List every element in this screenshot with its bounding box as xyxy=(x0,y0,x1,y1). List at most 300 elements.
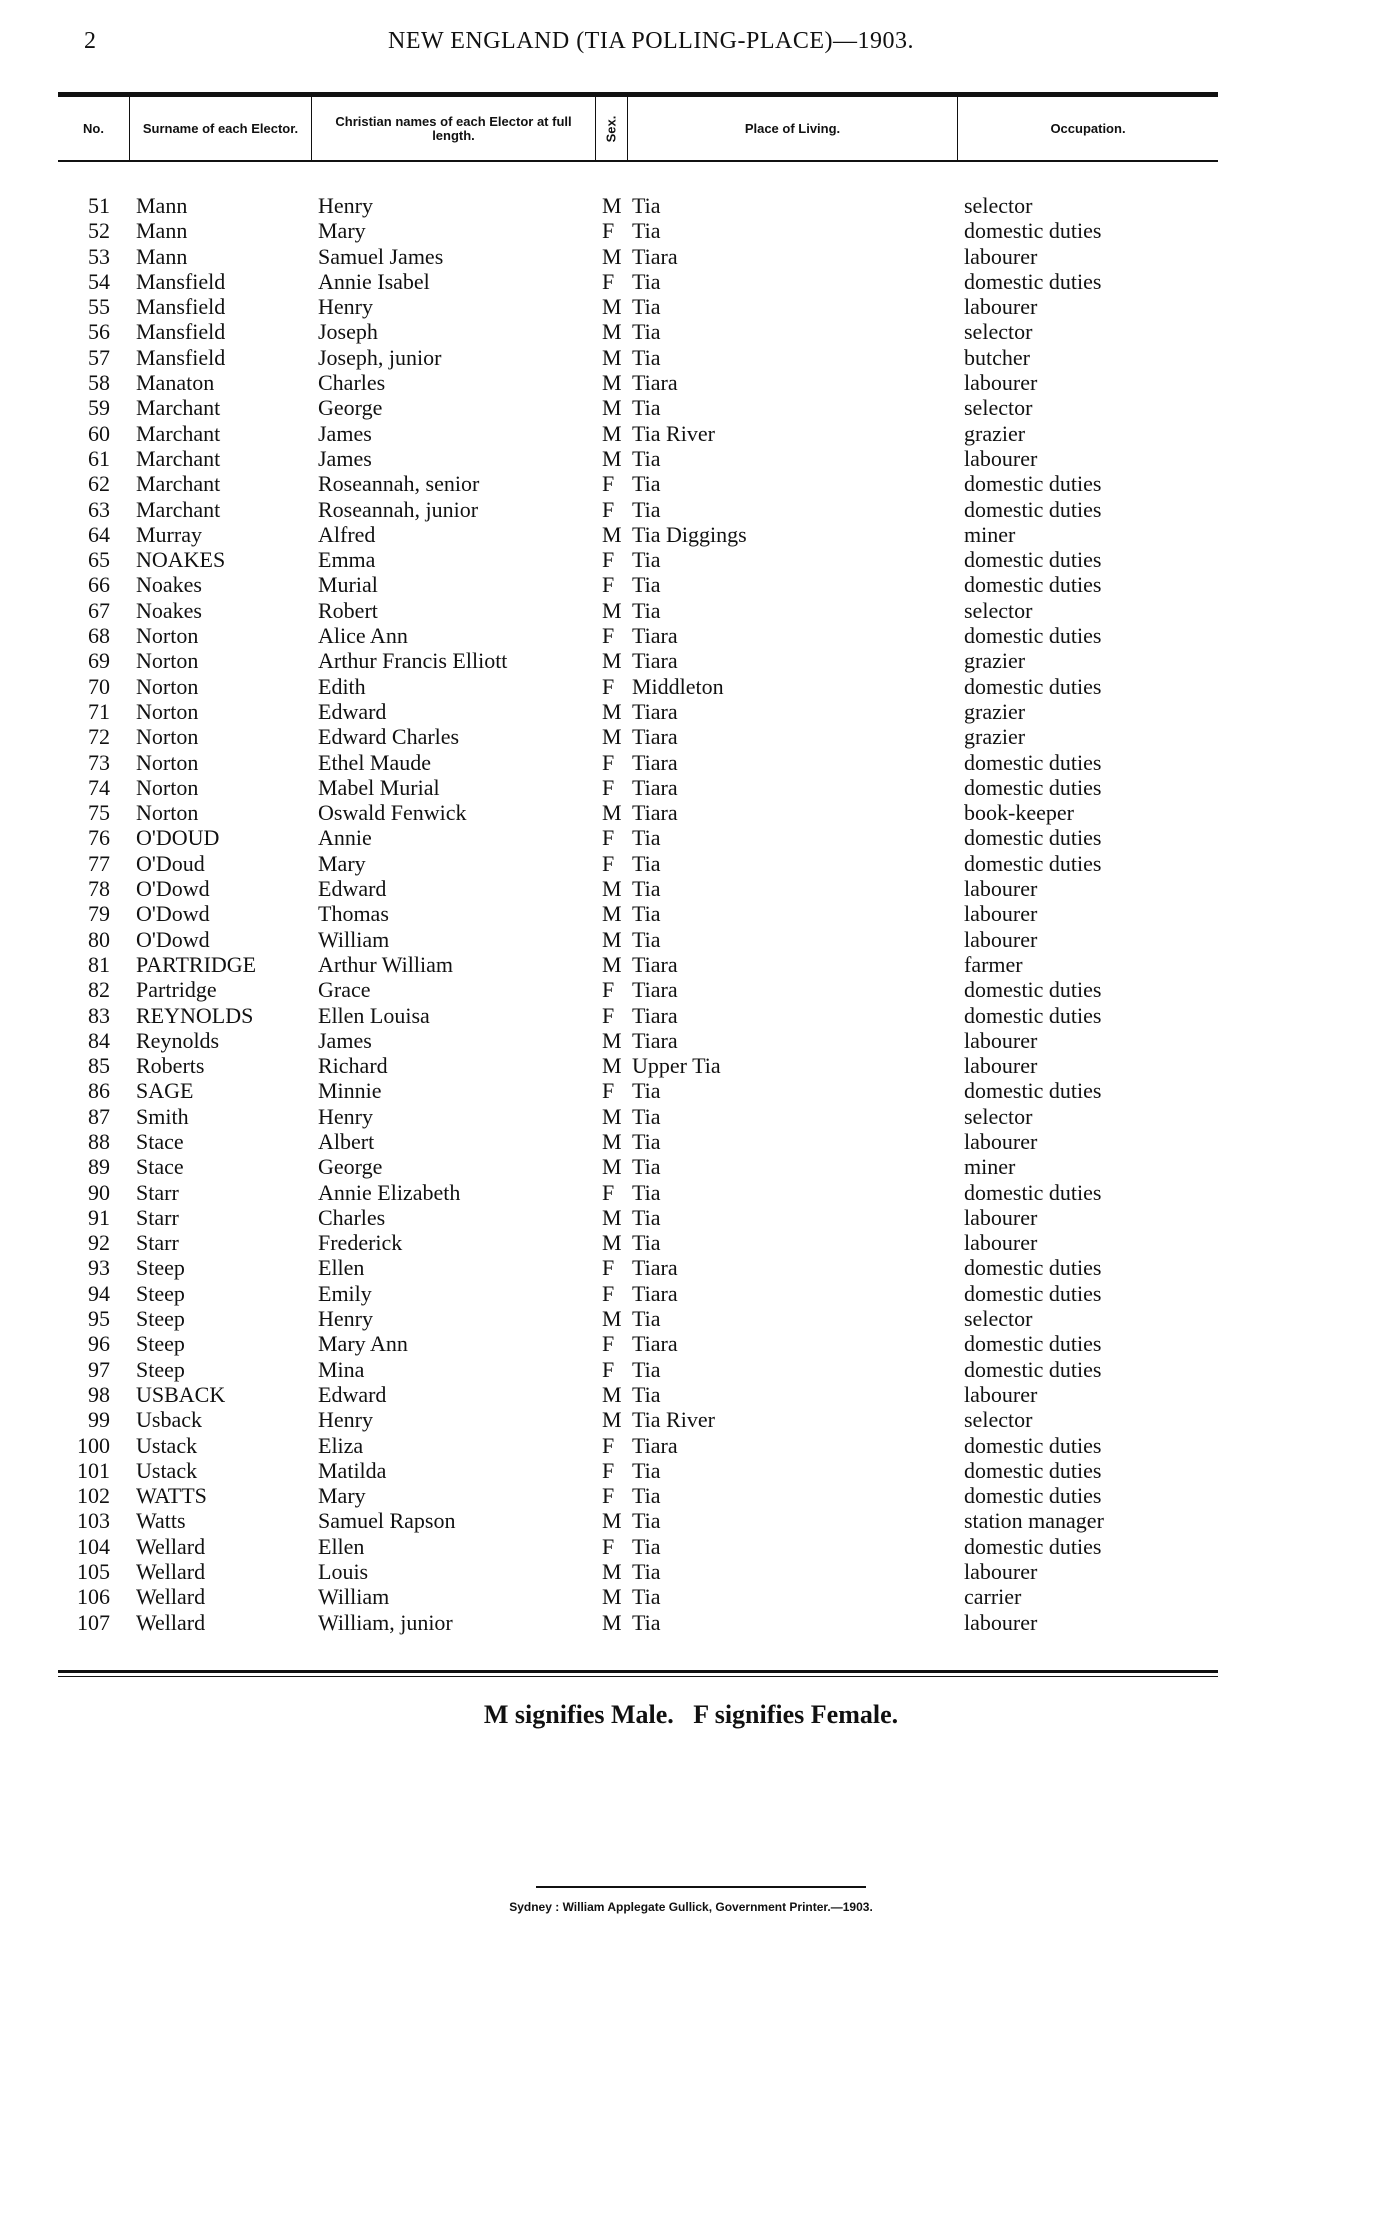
elector-christian-names: Edith xyxy=(318,673,366,699)
elector-surname: Steep xyxy=(136,1306,185,1332)
elector-occupation: labourer xyxy=(964,370,1038,396)
elector-christian-names: Mabel Murial xyxy=(318,774,440,800)
elector-number: 63 xyxy=(88,496,110,522)
elector-sex: M xyxy=(602,1609,622,1635)
header-sex-label: Sex. xyxy=(603,115,619,142)
elector-number: 57 xyxy=(88,344,110,370)
elector-place: Tia xyxy=(632,876,661,902)
elector-place: Tia xyxy=(632,1103,661,1129)
elector-sex: F xyxy=(602,471,615,497)
elector-sex: M xyxy=(602,1128,622,1154)
elector-sex: M xyxy=(602,395,622,421)
elector-sex: M xyxy=(602,1381,622,1407)
elector-place: Tia xyxy=(632,1483,661,1509)
elector-surname: WATTS xyxy=(136,1483,207,1509)
elector-place: Tia xyxy=(632,850,661,876)
elector-place: Tia xyxy=(632,825,661,851)
elector-surname: Starr xyxy=(136,1179,179,1205)
elector-number: 101 xyxy=(77,1457,110,1483)
table-row xyxy=(0,927,1382,952)
elector-place: Tia River xyxy=(632,1407,715,1433)
elector-surname: Mansfield xyxy=(136,294,226,320)
elector-surname: Reynolds xyxy=(136,1027,220,1053)
elector-sex: F xyxy=(602,1533,615,1559)
elector-christian-names: William, junior xyxy=(318,1609,453,1635)
elector-number: 103 xyxy=(77,1508,110,1534)
elector-christian-names: Mary Ann xyxy=(318,1331,408,1357)
elector-place: Tia xyxy=(632,597,661,623)
table-row xyxy=(0,1331,1382,1356)
elector-sex: F xyxy=(602,749,615,775)
elector-number: 82 xyxy=(88,977,110,1003)
elector-sex: M xyxy=(602,1407,622,1433)
elector-surname: Steep xyxy=(136,1280,185,1306)
table-row xyxy=(0,1382,1382,1407)
elector-surname: Manaton xyxy=(136,370,215,396)
table-row xyxy=(0,572,1382,597)
elector-occupation: labourer xyxy=(964,1053,1038,1079)
elector-surname: Steep xyxy=(136,1356,185,1382)
elector-surname: Steep xyxy=(136,1331,185,1357)
elector-occupation: labourer xyxy=(964,1230,1038,1256)
elector-sex: M xyxy=(602,521,622,547)
elector-occupation: grazier xyxy=(964,648,1026,674)
elector-christian-names: Joseph xyxy=(318,319,378,345)
elector-surname: Usback xyxy=(136,1407,202,1433)
elector-occupation: book-keeper xyxy=(964,800,1074,826)
elector-sex: F xyxy=(602,268,615,294)
table-row xyxy=(0,522,1382,547)
elector-surname: Norton xyxy=(136,623,199,649)
elector-place: Tia xyxy=(632,926,661,952)
elector-surname: Norton xyxy=(136,774,199,800)
table-row xyxy=(0,294,1382,319)
table-row xyxy=(0,1104,1382,1129)
elector-number: 75 xyxy=(88,800,110,826)
elector-occupation: domestic duties xyxy=(964,1356,1102,1382)
table-row xyxy=(0,1610,1382,1635)
elector-place: Tia xyxy=(632,1204,661,1230)
elector-occupation: station manager xyxy=(964,1508,1104,1534)
elector-number: 51 xyxy=(88,193,110,218)
elector-surname: Steep xyxy=(136,1255,185,1281)
elector-number: 66 xyxy=(88,572,110,598)
elector-occupation: labourer xyxy=(964,1027,1038,1053)
elector-christian-names: Richard xyxy=(318,1053,388,1079)
elector-number: 105 xyxy=(77,1559,110,1585)
elector-place: Tiara xyxy=(632,774,678,800)
elector-surname: Norton xyxy=(136,673,199,699)
table-row xyxy=(0,547,1382,572)
elector-christian-names: Arthur Francis Elliott xyxy=(318,648,508,674)
elector-christian-names: George xyxy=(318,395,383,421)
table-header xyxy=(58,97,1218,160)
elector-sex: M xyxy=(602,1103,622,1129)
table-row xyxy=(0,1458,1382,1483)
elector-place: Tiara xyxy=(632,951,678,977)
elector-number: 97 xyxy=(88,1356,110,1382)
elector-place: Tia xyxy=(632,496,661,522)
elector-place: Tia xyxy=(632,1609,661,1635)
elector-sex: M xyxy=(602,951,622,977)
elector-surname: USBACK xyxy=(136,1381,226,1407)
elector-sex: M xyxy=(602,1306,622,1332)
elector-occupation: domestic duties xyxy=(964,471,1102,497)
elector-sex: F xyxy=(602,825,615,851)
elector-sex: M xyxy=(602,370,622,396)
elector-sex: F xyxy=(602,1179,615,1205)
footer-rule xyxy=(58,1670,1218,1673)
elector-place: Tia xyxy=(632,319,661,345)
elector-occupation: domestic duties xyxy=(964,496,1102,522)
elector-number: 80 xyxy=(88,926,110,952)
header-sex xyxy=(596,97,628,160)
elector-occupation: labourer xyxy=(964,243,1038,269)
elector-occupation: domestic duties xyxy=(964,1002,1102,1028)
elector-christian-names: Robert xyxy=(318,597,378,623)
table-row xyxy=(0,218,1382,243)
elector-occupation: grazier xyxy=(964,698,1026,724)
elector-place: Tia xyxy=(632,445,661,471)
printer-imprint: Sydney : William Applegate Gullick, Government Printer.—1903. xyxy=(509,1900,873,1914)
header-place: Place of Living. xyxy=(628,97,958,160)
elector-number: 104 xyxy=(77,1533,110,1559)
elector-sex: M xyxy=(602,319,622,345)
elector-christian-names: Albert xyxy=(318,1128,375,1154)
elector-occupation: domestic duties xyxy=(964,268,1102,294)
elector-christian-names: Emily xyxy=(318,1280,372,1306)
elector-christian-names: Mary xyxy=(318,1483,366,1509)
elector-sex: F xyxy=(602,218,615,244)
elector-place: Tia Diggings xyxy=(632,521,747,547)
elector-christian-names: Mary xyxy=(318,218,366,244)
elector-number: 79 xyxy=(88,901,110,927)
elector-number: 86 xyxy=(88,1078,110,1104)
elector-place: Tia xyxy=(632,1078,661,1104)
table-row xyxy=(0,319,1382,344)
elector-number: 77 xyxy=(88,850,110,876)
elector-surname: Noakes xyxy=(136,572,202,598)
elector-surname: Noakes xyxy=(136,597,202,623)
elector-sex: F xyxy=(602,774,615,800)
elector-surname: O'Dowd xyxy=(136,876,210,902)
elector-occupation: domestic duties xyxy=(964,1432,1102,1458)
table-row xyxy=(0,497,1382,522)
elector-surname: Starr xyxy=(136,1204,179,1230)
elector-number: 78 xyxy=(88,876,110,902)
table-row xyxy=(0,750,1382,775)
elector-christian-names: Alice Ann xyxy=(318,623,408,649)
elector-sex: F xyxy=(602,977,615,1003)
elector-number: 84 xyxy=(88,1027,110,1053)
elector-number: 87 xyxy=(88,1103,110,1129)
elector-occupation: domestic duties xyxy=(964,850,1102,876)
elector-place: Tia xyxy=(632,547,661,573)
elector-place: Tia xyxy=(632,193,661,218)
elector-occupation: grazier xyxy=(964,420,1026,446)
elector-place: Tiara xyxy=(632,1002,678,1028)
elector-sex: F xyxy=(602,1331,615,1357)
table-row xyxy=(0,623,1382,648)
elector-christian-names: Henry xyxy=(318,294,373,320)
elector-sex: M xyxy=(602,1508,622,1534)
elector-sex: M xyxy=(602,800,622,826)
elector-christian-names: Roseannah, junior xyxy=(318,496,479,522)
elector-place: Tia xyxy=(632,1533,661,1559)
elector-occupation: labourer xyxy=(964,294,1038,320)
elector-sex: M xyxy=(602,1204,622,1230)
table-row xyxy=(0,1255,1382,1280)
elector-surname: PARTRIDGE xyxy=(136,951,257,977)
elector-number: 81 xyxy=(88,951,110,977)
table-row xyxy=(0,1028,1382,1053)
elector-christian-names: Samuel Rapson xyxy=(318,1508,456,1534)
elector-christian-names: George xyxy=(318,1154,383,1180)
table-row xyxy=(0,244,1382,269)
page-title: NEW ENGLAND (TIA POLLING-PLACE)—1903. xyxy=(388,28,914,54)
elector-number: 52 xyxy=(88,218,110,244)
elector-occupation: butcher xyxy=(964,344,1030,370)
elector-sex: F xyxy=(602,572,615,598)
elector-christian-names: James xyxy=(318,1027,372,1053)
elector-occupation: domestic duties xyxy=(964,673,1102,699)
table-row xyxy=(0,395,1382,420)
elector-sex: F xyxy=(602,1356,615,1382)
elector-number: 95 xyxy=(88,1306,110,1332)
elector-surname: Marchant xyxy=(136,471,221,497)
elector-surname: O'Dowd xyxy=(136,926,210,952)
elector-number: 59 xyxy=(88,395,110,421)
elector-number: 56 xyxy=(88,319,110,345)
elector-sex: F xyxy=(602,1280,615,1306)
table-row xyxy=(0,1154,1382,1179)
elector-occupation: domestic duties xyxy=(964,1533,1102,1559)
elector-christian-names: Matilda xyxy=(318,1457,387,1483)
elector-surname: Mann xyxy=(136,193,188,218)
elector-occupation: domestic duties xyxy=(964,547,1102,573)
elector-number: 58 xyxy=(88,370,110,396)
elector-number: 61 xyxy=(88,445,110,471)
elector-christian-names: Annie Elizabeth xyxy=(318,1179,461,1205)
elector-surname: Roberts xyxy=(136,1053,205,1079)
elector-sex: M xyxy=(602,698,622,724)
elector-surname: Marchant xyxy=(136,420,221,446)
elector-occupation: miner xyxy=(964,1154,1016,1180)
elector-surname: Wellard xyxy=(136,1533,206,1559)
elector-sex: M xyxy=(602,1027,622,1053)
elector-sex: M xyxy=(602,193,622,218)
elector-place: Tiara xyxy=(632,1027,678,1053)
elector-sex: M xyxy=(602,926,622,952)
table-row xyxy=(0,775,1382,800)
elector-christian-names: Henry xyxy=(318,1306,373,1332)
elector-occupation: selector xyxy=(964,597,1033,623)
elector-christian-names: Charles xyxy=(318,1204,386,1230)
elector-number: 64 xyxy=(88,521,110,547)
elector-sex: F xyxy=(602,496,615,522)
elector-occupation: selector xyxy=(964,395,1033,421)
elector-sex: M xyxy=(602,1230,622,1256)
elector-occupation: domestic duties xyxy=(964,623,1102,649)
table-row xyxy=(0,1230,1382,1255)
elector-number: 92 xyxy=(88,1230,110,1256)
elector-occupation: labourer xyxy=(964,1128,1038,1154)
elector-number: 88 xyxy=(88,1128,110,1154)
elector-surname: Norton xyxy=(136,724,199,750)
elector-christian-names: Louis xyxy=(318,1559,369,1585)
elector-place: Tia xyxy=(632,471,661,497)
elector-place: Tiara xyxy=(632,370,678,396)
sex-legend: M signifies Male. F signifies Female. xyxy=(483,1700,899,1729)
elector-sex: M xyxy=(602,1053,622,1079)
elector-christian-names: Charles xyxy=(318,370,386,396)
elector-surname: Mann xyxy=(136,243,188,269)
elector-number: 91 xyxy=(88,1204,110,1230)
elector-occupation: domestic duties xyxy=(964,1331,1102,1357)
elector-place: Tia xyxy=(632,294,661,320)
elector-christian-names: Ethel Maude xyxy=(318,749,432,775)
elector-christian-names: Thomas xyxy=(318,901,389,927)
elector-sex: F xyxy=(602,1255,615,1281)
elector-occupation: carrier xyxy=(964,1584,1022,1610)
elector-christian-names: Henry xyxy=(318,1103,373,1129)
elector-place: Tia River xyxy=(632,420,715,446)
elector-occupation: labourer xyxy=(964,1559,1038,1585)
elector-surname: Wellard xyxy=(136,1559,206,1585)
elector-number: 76 xyxy=(88,825,110,851)
elector-sex: M xyxy=(602,724,622,750)
elector-place: Tia xyxy=(632,572,661,598)
elector-occupation: domestic duties xyxy=(964,977,1102,1003)
elector-sex: M xyxy=(602,1559,622,1585)
elector-occupation: labourer xyxy=(964,1609,1038,1635)
elector-christian-names: Henry xyxy=(318,1407,373,1433)
elector-surname: Ustack xyxy=(136,1457,198,1483)
elector-surname: Wellard xyxy=(136,1609,206,1635)
elector-christian-names: Edward xyxy=(318,876,387,902)
elector-surname: Starr xyxy=(136,1230,179,1256)
elector-christian-names: William xyxy=(318,1584,390,1610)
elector-number: 54 xyxy=(88,268,110,294)
header-surname: Surname of each Elector. xyxy=(130,97,312,160)
elector-occupation: domestic duties xyxy=(964,1457,1102,1483)
elector-place: Tia xyxy=(632,395,661,421)
table-row xyxy=(0,977,1382,1002)
elector-occupation: farmer xyxy=(964,951,1023,977)
elector-number: 98 xyxy=(88,1381,110,1407)
elector-occupation: labourer xyxy=(964,876,1038,902)
elector-place: Tia xyxy=(632,1128,661,1154)
elector-surname: Stace xyxy=(136,1128,184,1154)
elector-sex: F xyxy=(602,623,615,649)
elector-number: 73 xyxy=(88,749,110,775)
elector-sex: M xyxy=(602,445,622,471)
elector-surname: SAGE xyxy=(136,1078,194,1104)
header-occupation: Occupation. xyxy=(1050,120,1126,136)
table-row xyxy=(0,1129,1382,1154)
elector-surname: Norton xyxy=(136,749,199,775)
table-row xyxy=(0,1534,1382,1559)
elector-place: Tia xyxy=(632,1306,661,1332)
elector-number: 68 xyxy=(88,623,110,649)
elector-surname: Smith xyxy=(136,1103,189,1129)
elector-number: 69 xyxy=(88,648,110,674)
table-row xyxy=(0,724,1382,749)
elector-sex: F xyxy=(602,1432,615,1458)
elector-number: 106 xyxy=(77,1584,110,1610)
elector-place: Tiara xyxy=(632,1432,678,1458)
elector-number: 99 xyxy=(88,1407,110,1433)
elector-number: 85 xyxy=(88,1053,110,1079)
elector-surname: Mansfield xyxy=(136,319,226,345)
elector-number: 65 xyxy=(88,547,110,573)
table-row xyxy=(0,269,1382,294)
imprint-rule xyxy=(536,1886,866,1888)
elector-christian-names: James xyxy=(318,420,372,446)
elector-number: 100 xyxy=(77,1432,110,1458)
elector-christian-names: Ellen Louisa xyxy=(318,1002,430,1028)
elector-place: Tia xyxy=(632,1508,661,1534)
elector-sex: M xyxy=(602,294,622,320)
elector-christian-names: Mina xyxy=(318,1356,365,1382)
header-no: No. xyxy=(58,97,130,160)
table-row xyxy=(0,648,1382,673)
elector-place: Tia xyxy=(632,1230,661,1256)
elector-surname: Marchant xyxy=(136,496,221,522)
elector-sex: F xyxy=(602,673,615,699)
elector-occupation: domestic duties xyxy=(964,1483,1102,1509)
elector-occupation: selector xyxy=(964,1306,1033,1332)
elector-christian-names: Henry xyxy=(318,193,373,218)
elector-occupation: domestic duties xyxy=(964,1280,1102,1306)
elector-number: 102 xyxy=(77,1483,110,1509)
elector-number: 107 xyxy=(77,1609,110,1635)
elector-number: 67 xyxy=(88,597,110,623)
elector-place: Tia xyxy=(632,1179,661,1205)
table-row xyxy=(0,370,1382,395)
elector-occupation: selector xyxy=(964,193,1033,218)
elector-christian-names: Eliza xyxy=(318,1432,364,1458)
elector-sex: M xyxy=(602,901,622,927)
elector-place: Tia xyxy=(632,901,661,927)
elector-surname: Stace xyxy=(136,1154,184,1180)
elector-sex: M xyxy=(602,344,622,370)
elector-occupation: domestic duties xyxy=(964,774,1102,800)
elector-christian-names: Edward xyxy=(318,1381,387,1407)
elector-occupation: labourer xyxy=(964,901,1038,927)
elector-christian-names: Mary xyxy=(318,850,366,876)
elector-place: Tiara xyxy=(632,698,678,724)
table-row xyxy=(0,1180,1382,1205)
elector-occupation: selector xyxy=(964,319,1033,345)
elector-christian-names: Arthur William xyxy=(318,951,453,977)
elector-surname: Murray xyxy=(136,521,202,547)
elector-list xyxy=(0,193,1382,1635)
elector-number: 90 xyxy=(88,1179,110,1205)
footer-rule-thin xyxy=(58,1676,1218,1677)
table-row xyxy=(0,1559,1382,1584)
elector-occupation: grazier xyxy=(964,724,1026,750)
elector-christian-names: Samuel James xyxy=(318,243,444,269)
elector-occupation: miner xyxy=(964,521,1016,547)
table-row xyxy=(0,345,1382,370)
elector-place: Tiara xyxy=(632,749,678,775)
elector-place: Tia xyxy=(632,1584,661,1610)
table-row xyxy=(0,952,1382,977)
elector-surname: Norton xyxy=(136,698,199,724)
table-row xyxy=(0,699,1382,724)
elector-sex: F xyxy=(602,547,615,573)
